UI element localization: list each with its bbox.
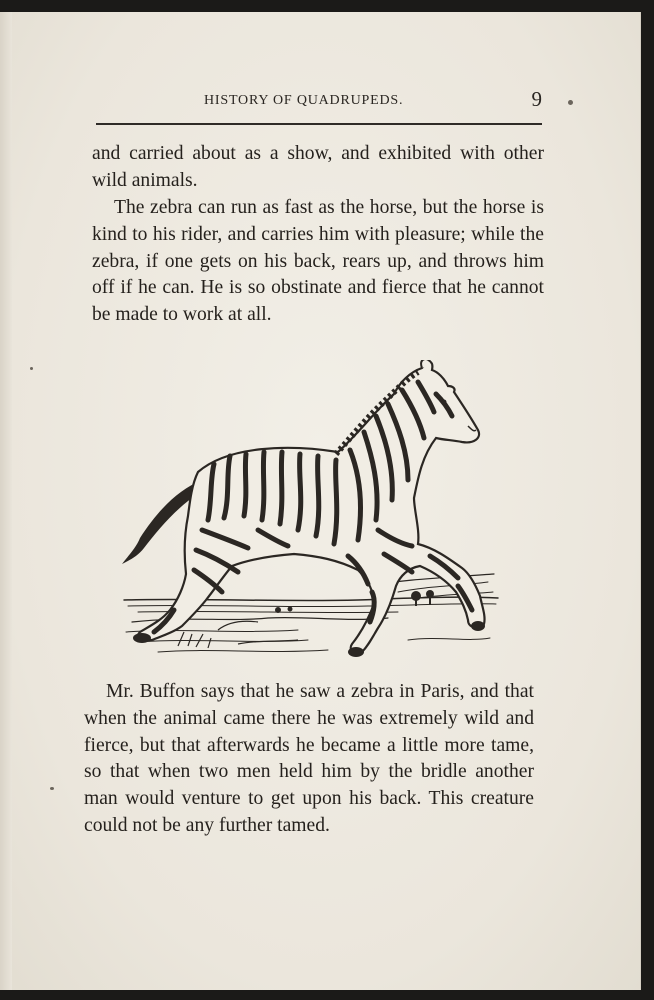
paper-speck: [50, 787, 54, 790]
running-head: HISTORY OF QUADRUPEDS.: [204, 93, 404, 108]
paper-speck: [30, 367, 33, 370]
page-number: 9: [531, 87, 542, 111]
page-header: [96, 87, 542, 116]
paragraph-continuation: and carried about as a show, and exhibited with other wild animals.: [92, 143, 544, 191]
page-binding-edge: [0, 12, 12, 990]
paragraph-zebra-speed: The zebra can run as fast as the horse, but the horse is kind to his rider, and carries him with pleasure; while the zebra, if one gets on his back, rears up, and throws him off if he can. He is so obstinate and fierce that he cannot be made to work at all.: [92, 197, 544, 326]
zebra-illustration: [118, 360, 502, 665]
header-rule: [96, 123, 542, 125]
zebra-woodcut-icon: [118, 360, 502, 665]
paragraph-buffon: Mr. Buffon says that he saw a zebra in Paris, and that when the animal came there he was extremely wild and fierce, but that afterwards he became a little more tame, so that when two men held him by the bridle another man would venture to get upon his back. This creature could not be any further tamed.: [84, 681, 534, 836]
paper-speck: [568, 100, 573, 105]
